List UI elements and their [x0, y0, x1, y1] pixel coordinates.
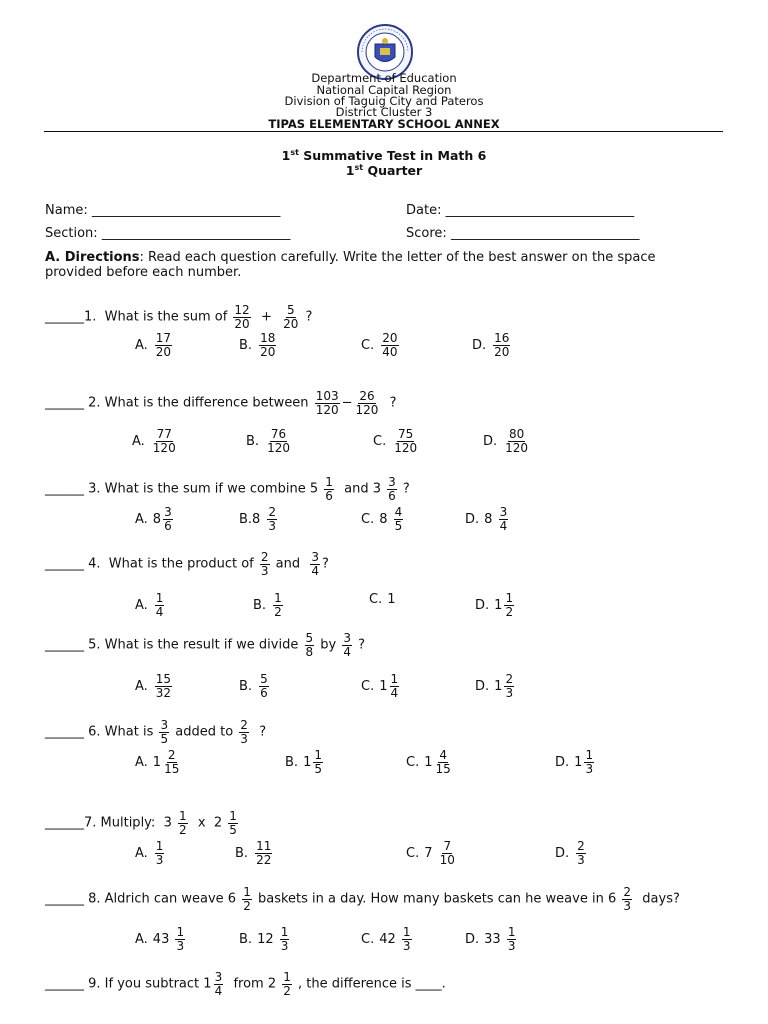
denominator: 3 — [268, 518, 276, 533]
option-label: D. — [465, 511, 480, 527]
text-segment: and — [271, 556, 309, 572]
question-6-option[interactable] — [135, 749, 182, 775]
question-3 — [45, 476, 410, 502]
question-5 — [45, 632, 365, 658]
text-segment: 8 — [379, 511, 392, 527]
fraction — [504, 673, 514, 699]
fraction — [273, 592, 283, 618]
denominator: 3 — [505, 685, 514, 700]
option-label: A. — [135, 337, 148, 353]
fraction — [163, 749, 180, 775]
numerator: 1 — [274, 591, 282, 605]
option-label: C. — [361, 337, 375, 353]
denominator: 3 — [155, 852, 164, 867]
fraction — [163, 506, 173, 532]
text-segment: 1 — [379, 678, 388, 694]
text-segment: , the difference is ____. — [293, 976, 446, 992]
test-quarter: 1st Quarter — [345, 163, 423, 178]
option-label: B.8 — [239, 511, 261, 527]
numerator: 7 — [443, 839, 452, 853]
fraction — [239, 719, 249, 745]
denominator: 120 — [355, 402, 379, 417]
option-label: D. — [483, 433, 498, 449]
text-segment: ______ 3. What is the sum if we combine 5 — [45, 481, 323, 497]
option-label: C. — [361, 678, 375, 694]
fraction — [280, 926, 290, 952]
question-7-option[interactable] — [406, 840, 458, 866]
denominator: 5 — [229, 822, 237, 837]
denominator: 10 — [439, 852, 455, 867]
numerator: 1 — [178, 809, 187, 823]
denominator: 120 — [152, 440, 176, 455]
fraction — [504, 428, 529, 454]
text-segment: 12 — [257, 931, 278, 947]
numerator: 12 — [234, 303, 250, 317]
denominator: 3 — [176, 938, 185, 953]
date-field[interactable]: Date: _____________________________ — [406, 203, 635, 218]
denominator: 120 — [505, 440, 529, 455]
question-9 — [45, 971, 446, 997]
question-3-option[interactable] — [239, 506, 279, 532]
fraction — [394, 506, 404, 532]
question-5-option[interactable] — [239, 673, 271, 699]
numerator: 18 — [260, 331, 276, 345]
fraction — [390, 673, 400, 699]
numerator: 1 — [229, 809, 237, 823]
directions: A. Directions: Read each question carefully. Write the letter of the best answer on the space — [45, 250, 656, 265]
text-segment: added to — [171, 724, 238, 740]
text-segment: ______1. What is the sum of — [45, 309, 232, 325]
fraction — [259, 673, 269, 699]
text-segment: 1 — [387, 592, 396, 607]
option-label: A. — [135, 931, 148, 947]
text-segment: baskets in a day. How many baskets can he weave in 6 — [253, 891, 621, 907]
option-label: A. — [135, 511, 148, 527]
denominator: 6 — [164, 518, 172, 533]
question-3-option[interactable] — [465, 506, 510, 532]
fraction — [342, 632, 352, 658]
numerator: 76 — [270, 427, 287, 441]
question-7 — [45, 810, 240, 836]
fraction — [178, 810, 188, 836]
fraction — [507, 926, 517, 952]
option-label: A. — [135, 754, 148, 770]
question-5-option[interactable] — [135, 673, 174, 699]
denominator: 15 — [164, 761, 180, 776]
fraction — [355, 390, 380, 416]
denominator: 2 — [243, 898, 251, 913]
text-segment: 43 — [152, 931, 174, 947]
fraction — [313, 749, 323, 775]
denominator: 20 — [234, 316, 250, 331]
fraction — [305, 632, 315, 658]
question-1 — [45, 304, 312, 330]
option-label: D. — [555, 754, 570, 770]
directions-cont: provided before each number. — [45, 265, 242, 280]
text-segment: 8 — [152, 511, 162, 527]
fraction — [504, 592, 514, 618]
question-4 — [45, 551, 329, 577]
numerator: 4 — [394, 505, 403, 519]
text-segment: 7 — [424, 845, 437, 861]
denominator: 4 — [499, 518, 508, 533]
question-3-option[interactable] — [135, 506, 175, 532]
numerator: 2 — [505, 672, 514, 686]
option-label: B. — [285, 754, 299, 770]
numerator: 1 — [280, 925, 289, 939]
numerator: 3 — [214, 970, 223, 984]
question-2-option[interactable] — [132, 428, 179, 454]
denominator: 120 — [394, 440, 418, 455]
numerator: 1 — [505, 591, 514, 605]
text-segment: x 2 — [189, 815, 227, 831]
denominator: 3 — [585, 761, 594, 776]
denominator: 32 — [155, 685, 172, 700]
section-field[interactable]: Section: _____________________________ — [45, 226, 291, 241]
fraction — [499, 506, 509, 532]
denominator: 20 — [283, 316, 299, 331]
numerator: 1 — [402, 925, 411, 939]
denominator: 3 — [577, 852, 585, 867]
text-segment: ? — [301, 309, 313, 325]
text-segment: ______ 4. What is the product of — [45, 556, 258, 572]
denominator: 3 — [280, 938, 289, 953]
option-label: C. — [406, 845, 420, 861]
text-segment: by — [316, 637, 341, 653]
denominator: 2 — [274, 604, 282, 619]
denominator: 20 — [155, 344, 172, 359]
option-label: D. — [475, 597, 490, 613]
fraction — [315, 390, 340, 416]
fraction — [155, 332, 172, 358]
denominator: 6 — [260, 685, 268, 700]
denominator: 4 — [155, 604, 164, 619]
option-label: D. — [472, 337, 487, 353]
text-segment: 8 — [484, 511, 497, 527]
option-label: C. — [406, 754, 420, 770]
question-6-option[interactable] — [285, 749, 325, 775]
fraction — [576, 840, 586, 866]
denominator: 15 — [435, 761, 451, 776]
text-segment: 1 — [152, 754, 162, 770]
denominator: 8 — [305, 644, 314, 659]
numerator: 5 — [286, 303, 295, 317]
text-segment: days? — [634, 891, 680, 907]
question-6-option[interactable] — [406, 749, 454, 775]
numerator: 1 — [155, 839, 164, 853]
question-1-option[interactable] — [135, 332, 174, 358]
numerator: 1 — [390, 672, 399, 686]
numerator: 1 — [585, 748, 594, 762]
fraction — [435, 749, 452, 775]
numerator: 20 — [382, 331, 398, 345]
question-4-option[interactable] — [369, 592, 396, 607]
question-4-option[interactable] — [135, 592, 166, 618]
numerator: 2 — [167, 748, 176, 762]
fraction — [439, 840, 456, 866]
question-8 — [45, 886, 680, 912]
numerator: 26 — [359, 389, 375, 403]
option-label: A. — [135, 845, 148, 861]
numerator: 16 — [494, 331, 510, 345]
fraction — [228, 810, 238, 836]
header-division: Division of Taguig City and Pateros — [284, 94, 484, 108]
option-label: B. — [239, 931, 253, 947]
numerator: 77 — [156, 427, 172, 441]
option-label: A. — [135, 597, 148, 613]
text-segment: 1 — [303, 754, 312, 770]
text-segment: 42 — [379, 931, 400, 947]
fraction — [282, 304, 299, 330]
fraction — [393, 428, 418, 454]
denominator: 2 — [178, 822, 187, 837]
question-7-option[interactable] — [135, 840, 166, 866]
numerator: 1 — [155, 591, 164, 605]
question-8-option[interactable] — [135, 926, 187, 952]
text-segment: 1 — [424, 754, 433, 770]
question-8-option[interactable] — [361, 926, 414, 952]
question-8-option[interactable] — [465, 926, 518, 952]
numerator: 75 — [398, 427, 414, 441]
denominator: 20 — [260, 344, 276, 359]
question-5-option[interactable] — [475, 673, 516, 699]
fraction — [622, 886, 632, 912]
numerator: 15 — [155, 672, 172, 686]
question-1-option[interactable] — [239, 332, 278, 358]
denominator: 4 — [390, 685, 399, 700]
denominator: 4 — [214, 983, 223, 998]
question-2-option[interactable] — [373, 428, 420, 454]
denominator: 22 — [256, 852, 272, 867]
text-segment: ? — [322, 556, 329, 572]
denominator: 40 — [382, 344, 398, 359]
numerator: 1 — [176, 925, 185, 939]
denominator: 2 — [283, 983, 291, 998]
option-label: B. — [239, 337, 253, 353]
question-2-option[interactable] — [246, 428, 293, 454]
text-segment: 33 — [484, 931, 505, 947]
fraction — [282, 971, 292, 997]
numerator: 3 — [388, 475, 396, 489]
numerator: 11 — [256, 839, 272, 853]
fraction — [381, 332, 398, 358]
text-segment: ? — [381, 395, 397, 411]
fraction — [402, 926, 412, 952]
fraction — [324, 476, 334, 502]
numerator: 3 — [499, 505, 508, 519]
text-segment: − — [341, 395, 353, 411]
fraction — [584, 749, 594, 775]
numerator: 17 — [155, 331, 172, 345]
numerator: 80 — [508, 427, 525, 441]
header-region: National Capital Region — [316, 83, 452, 97]
question-1-option[interactable] — [361, 332, 401, 358]
denominator: 3 — [623, 898, 632, 913]
name-field[interactable]: Name: _____________________________ — [45, 203, 281, 218]
question-2 — [45, 390, 397, 416]
option-label: B. — [246, 433, 260, 449]
question-4-option[interactable] — [253, 592, 285, 618]
denominator: 3 — [240, 731, 248, 746]
denominator: 3 — [260, 563, 269, 578]
text-segment: ______ 9. If you subtract 1 — [45, 976, 212, 992]
question-4-option[interactable] — [475, 592, 516, 618]
numerator: 103 — [315, 389, 339, 403]
numerator: 1 — [325, 475, 333, 489]
option-label: A. — [135, 678, 148, 694]
numerator: 2 — [268, 505, 276, 519]
header-district: District Cluster 3 — [335, 105, 433, 119]
fraction — [266, 428, 291, 454]
text-segment: ______7. Multiply: 3 — [45, 815, 176, 831]
denominator: 5 — [160, 731, 169, 746]
option-label: B. — [253, 597, 267, 613]
fraction — [159, 719, 169, 745]
question-6-option[interactable] — [555, 749, 596, 775]
denominator: 4 — [311, 563, 320, 578]
numerator: 1 — [283, 970, 291, 984]
numerator: 3 — [164, 505, 172, 519]
option-label: C. — [369, 592, 383, 607]
option-label: B. — [235, 845, 249, 861]
option-label: C. — [373, 433, 387, 449]
fraction — [242, 886, 252, 912]
fraction — [255, 840, 272, 866]
numerator: 1 — [314, 748, 322, 762]
fraction — [155, 592, 165, 618]
fraction — [214, 971, 224, 997]
text-segment: ______ 6. What is — [45, 724, 158, 740]
header-department: Department of Education — [311, 71, 457, 85]
fraction — [260, 551, 270, 577]
question-2-option[interactable] — [483, 428, 531, 454]
fraction — [233, 304, 250, 330]
option-label: C. — [361, 931, 375, 947]
text-segment: + — [252, 309, 281, 325]
denominator: 3 — [507, 938, 516, 953]
numerator: 5 — [305, 631, 314, 645]
fraction — [259, 332, 276, 358]
test-title: 1st Summative Test in Math 6 — [281, 148, 487, 163]
numerator: 2 — [577, 839, 585, 853]
fraction — [175, 926, 185, 952]
text-segment: ? — [250, 724, 267, 740]
denominator: 2 — [505, 604, 514, 619]
header-school: TIPAS ELEMENTARY SCHOOL ANNEX — [268, 117, 500, 131]
denominator: 5 — [314, 761, 322, 776]
text-segment: ______ 5. What is the result if we divide — [45, 637, 303, 653]
text-segment: from 2 — [225, 976, 281, 992]
denominator: 6 — [325, 488, 333, 503]
numerator: 2 — [240, 718, 248, 732]
question-7-option[interactable] — [555, 840, 588, 866]
fraction — [267, 506, 277, 532]
question-6 — [45, 719, 266, 745]
fraction — [310, 551, 320, 577]
fraction — [387, 476, 397, 502]
text-segment: 1 — [494, 597, 503, 613]
denominator: 5 — [394, 518, 403, 533]
option-label: B. — [239, 678, 253, 694]
numerator: 1 — [507, 925, 516, 939]
score-field[interactable]: Score: _____________________________ — [406, 226, 640, 241]
option-label: D. — [475, 678, 490, 694]
text-segment: and 3 — [335, 481, 386, 497]
numerator: 1 — [243, 885, 251, 899]
fraction — [152, 428, 177, 454]
text-segment: 1 — [574, 754, 583, 770]
denominator: 6 — [388, 488, 396, 503]
question-8-option[interactable] — [239, 926, 291, 952]
question-3-option[interactable] — [361, 506, 405, 532]
header-divider — [44, 131, 723, 132]
numerator: 3 — [160, 718, 169, 732]
denominator: 3 — [402, 938, 411, 953]
fraction — [493, 332, 510, 358]
numerator: 2 — [623, 885, 632, 899]
numerator: 3 — [343, 631, 351, 645]
option-label: C. — [361, 511, 375, 527]
numerator: 5 — [260, 672, 268, 686]
numerator: 2 — [260, 550, 269, 564]
option-label: A. — [132, 433, 145, 449]
text-segment: ______ 2. What is the difference between — [45, 395, 313, 411]
denominator: 4 — [343, 644, 351, 659]
fraction — [155, 840, 165, 866]
denominator: 120 — [315, 402, 339, 417]
text-segment: 1 — [494, 678, 503, 694]
question-1-option[interactable] — [472, 332, 512, 358]
numerator: 4 — [439, 748, 447, 762]
option-label: D. — [555, 845, 570, 861]
option-label: D. — [465, 931, 480, 947]
denominator: 20 — [494, 344, 510, 359]
numerator: 3 — [311, 550, 320, 564]
text-segment: ? — [354, 637, 366, 653]
denominator: 120 — [267, 440, 290, 455]
text-segment: ______ 8. Aldrich can weave 6 — [45, 891, 241, 907]
question-7-option[interactable] — [235, 840, 274, 866]
fraction — [155, 673, 172, 699]
text-segment: ? — [398, 481, 410, 497]
question-5-option[interactable] — [361, 673, 401, 699]
